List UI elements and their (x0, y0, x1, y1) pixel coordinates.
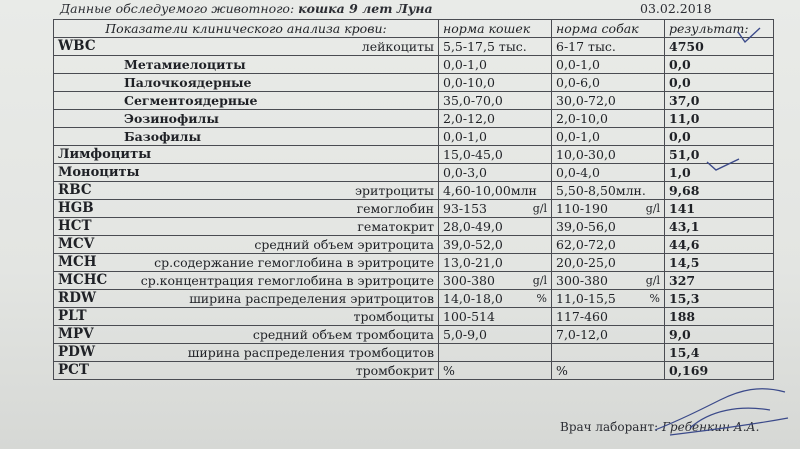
dog-norm-unit: g/l (645, 274, 660, 287)
result-value: 4750 (665, 38, 774, 56)
parameter-description: эритроциты (354, 183, 434, 198)
parameter-code: WBC (58, 38, 96, 54)
cat-norm (439, 236, 552, 254)
cat-norm-value: 4,60-10,00млн (443, 183, 537, 198)
dog-norm (552, 38, 665, 56)
dog-norm (552, 56, 665, 74)
parameter-description: ср.концентрация гемоглобина в эритроците (140, 273, 434, 288)
dog-norm (552, 344, 665, 362)
result-value: 188 (665, 308, 774, 326)
result-value: 1,0 (665, 164, 774, 182)
dog-norm-value: 39,0-56,0 (556, 219, 616, 234)
result-value: 0,0 (665, 74, 774, 92)
result-value: 43,1 (665, 218, 774, 236)
result-value: 9,0 (665, 326, 774, 344)
parameter-description: средний объем тромбоцита (252, 327, 434, 342)
table-row (54, 56, 774, 74)
result-value: 14,5 (665, 254, 774, 272)
parameter-cell (54, 362, 439, 380)
dog-norm-value: 10,0-30,0 (556, 147, 616, 162)
dog-norm (552, 146, 665, 164)
table-row (54, 74, 774, 92)
cat-norm-value: 5,5-17,5 тыс. (443, 39, 527, 54)
result-value: 0,0 (665, 56, 774, 74)
parameter-code: HCT (58, 218, 92, 234)
parameter-code: MCV (58, 236, 95, 252)
parameter-description: ср.содержание гемоглобина в эритроците (154, 255, 434, 270)
parameter-description: ширина распределения тромбоцитов (187, 345, 434, 360)
table-row (54, 308, 774, 326)
handwritten-signature (650, 380, 790, 440)
pen-check-mark (735, 26, 763, 48)
result-value: 141 (665, 200, 774, 218)
doctor-label: Врач лаборант: (560, 420, 659, 434)
parameter-name: Метамиелоциты (54, 56, 439, 74)
dog-norm-unit: g/l (645, 202, 660, 215)
parameter-description: средний объем эритроцита (254, 237, 434, 252)
parameter-cell (54, 200, 439, 218)
doctor-name: Гребенкин А.А. (661, 420, 760, 434)
parameter-code: PDW (58, 344, 96, 360)
cat-norm-value: 0,0-1,0 (443, 129, 487, 144)
cat-norm-value: 0,0-3,0 (443, 165, 487, 180)
dog-norm (552, 128, 665, 146)
cat-norm (439, 272, 552, 290)
parameter-description: тромбоциты (353, 309, 434, 324)
cat-norm (439, 254, 552, 272)
column-header: Показатели клинического анализа крови: (54, 20, 439, 38)
dog-norm (552, 74, 665, 92)
table-row (54, 236, 774, 254)
dog-norm (552, 290, 665, 308)
parameter-description: лейкоциты (361, 39, 434, 54)
dog-norm-value: 5,50-8,50млн. (556, 183, 646, 198)
result-value: 327 (665, 272, 774, 290)
cat-norm-value: 15,0-45,0 (443, 147, 503, 162)
dog-norm-value: 0,0-4,0 (556, 165, 600, 180)
dog-norm-value: 0,0-1,0 (556, 129, 600, 144)
dog-norm (552, 182, 665, 200)
cat-norm (439, 128, 552, 146)
cat-norm-value: 93-153 (443, 201, 487, 216)
dog-norm (552, 362, 665, 380)
parameter-description: гематокрит (357, 219, 434, 234)
parameter-cell (54, 236, 439, 254)
cat-norm-value: 0,0-10,0 (443, 75, 495, 90)
parameter-name: Лимфоциты (54, 146, 439, 164)
table-row (54, 290, 774, 308)
parameter-description: ширина распределения эритроцитов (189, 291, 434, 306)
cat-norm-unit: g/l (532, 202, 547, 215)
parameter-description: гемоглобин (356, 201, 434, 216)
dog-norm-value: % (556, 363, 568, 378)
result-value: 15,3 (665, 290, 774, 308)
parameter-name: Эозинофилы (54, 110, 439, 128)
parameter-cell (54, 182, 439, 200)
cat-norm-value: 100-514 (443, 309, 495, 324)
dog-norm-value: 0,0-1,0 (556, 57, 600, 72)
cat-norm (439, 74, 552, 92)
dog-norm (552, 92, 665, 110)
result-value: 0,169 (665, 362, 774, 380)
dog-norm-value: 7,0-12,0 (556, 327, 608, 342)
patient-label: Данные обследуемого животного: (60, 1, 295, 16)
parameter-code: PCT (58, 362, 89, 378)
cat-norm-value: 13,0-21,0 (443, 255, 503, 270)
dog-norm-value: 110-190 (556, 201, 608, 216)
table-row (54, 92, 774, 110)
column-header: результат: (665, 20, 774, 38)
dog-norm (552, 308, 665, 326)
parameter-cell (54, 218, 439, 236)
parameter-code: MCHC (58, 272, 108, 288)
result-value: 0,0 (665, 128, 774, 146)
parameter-name: Сегментоядерные (54, 92, 439, 110)
patient-value: кошка 9 лет Луна (298, 1, 433, 16)
parameter-name: Базофилы (54, 128, 439, 146)
pen-check-mark (704, 154, 744, 176)
table-row (54, 164, 774, 182)
report-date: 03.02.2018 (640, 1, 712, 16)
dog-norm-value: 20,0-25,0 (556, 255, 616, 270)
table-row (54, 254, 774, 272)
parameter-code: HGB (58, 200, 94, 216)
result-value: 11,0 (665, 110, 774, 128)
cat-norm (439, 92, 552, 110)
dog-norm (552, 236, 665, 254)
cat-norm (439, 38, 552, 56)
parameter-name: Палочкоядерные (54, 74, 439, 92)
table-row (54, 218, 774, 236)
cat-norm (439, 326, 552, 344)
dog-norm-value: 62,0-72,0 (556, 237, 616, 252)
cat-norm-value: 14,0-18,0 (443, 291, 503, 306)
cat-norm (439, 200, 552, 218)
dog-norm-value: 2,0-10,0 (556, 111, 608, 126)
cat-norm-value: 28,0-49,0 (443, 219, 503, 234)
dog-norm (552, 272, 665, 290)
cat-norm (439, 110, 552, 128)
parameter-cell (54, 344, 439, 362)
cat-norm-value: 35,0-70,0 (443, 93, 503, 108)
column-header: норма кошек (439, 20, 552, 38)
cat-norm-value: % (443, 363, 455, 378)
table-row (54, 128, 774, 146)
cat-norm-value: 5,0-9,0 (443, 327, 487, 342)
cat-norm (439, 146, 552, 164)
cat-norm-value: 0,0-1,0 (443, 57, 487, 72)
cat-norm (439, 182, 552, 200)
dog-norm-value: 30,0-72,0 (556, 93, 616, 108)
parameter-code: MCH (58, 254, 97, 270)
table-header-row (54, 20, 774, 38)
patient-info (60, 1, 433, 16)
dog-norm (552, 200, 665, 218)
result-value: 44,6 (665, 236, 774, 254)
parameter-description: тромбокрит (355, 363, 434, 378)
table-row (54, 110, 774, 128)
dog-norm-unit: % (649, 292, 660, 305)
result-value: 9,68 (665, 182, 774, 200)
cat-norm-value: 39,0-52,0 (443, 237, 503, 252)
dog-norm (552, 110, 665, 128)
dog-norm-value: 117-460 (556, 309, 608, 324)
cat-norm (439, 344, 552, 362)
parameter-cell (54, 308, 439, 326)
cat-norm (439, 56, 552, 74)
dog-norm-value: 6-17 тыс. (556, 39, 616, 54)
cat-norm (439, 290, 552, 308)
parameter-cell (54, 38, 439, 56)
result-value: 37,0 (665, 92, 774, 110)
parameter-cell (54, 272, 439, 290)
column-header: норма собак (552, 20, 665, 38)
table-row (54, 182, 774, 200)
cat-norm (439, 362, 552, 380)
dog-norm-value: 11,0-15,5 (556, 291, 616, 306)
dog-norm (552, 164, 665, 182)
dog-norm (552, 326, 665, 344)
cat-norm-unit: % (536, 292, 547, 305)
table-row (54, 272, 774, 290)
cat-norm-value: 2,0-12,0 (443, 111, 495, 126)
table-row (54, 38, 774, 56)
table-row (54, 362, 774, 380)
dog-norm (552, 218, 665, 236)
report-header (0, 0, 800, 20)
cat-norm (439, 218, 552, 236)
blood-test-table (53, 19, 774, 380)
parameter-code: PLT (58, 308, 87, 324)
dog-norm-value: 300-380 (556, 273, 608, 288)
parameter-name: Моноциты (54, 164, 439, 182)
parameter-code: MPV (58, 326, 94, 342)
parameter-code: RBC (58, 182, 92, 198)
dog-norm-value: 0,0-6,0 (556, 75, 600, 90)
table-row (54, 326, 774, 344)
table-row (54, 146, 774, 164)
table-row (54, 200, 774, 218)
dog-norm (552, 254, 665, 272)
cat-norm (439, 308, 552, 326)
result-value: 51,0 (665, 146, 774, 164)
parameter-cell (54, 254, 439, 272)
result-value: 15,4 (665, 344, 774, 362)
parameter-cell (54, 326, 439, 344)
table-row (54, 344, 774, 362)
cat-norm-unit: g/l (532, 274, 547, 287)
cat-norm (439, 164, 552, 182)
parameter-cell (54, 290, 439, 308)
parameter-code: RDW (58, 290, 97, 306)
cat-norm-value: 300-380 (443, 273, 495, 288)
